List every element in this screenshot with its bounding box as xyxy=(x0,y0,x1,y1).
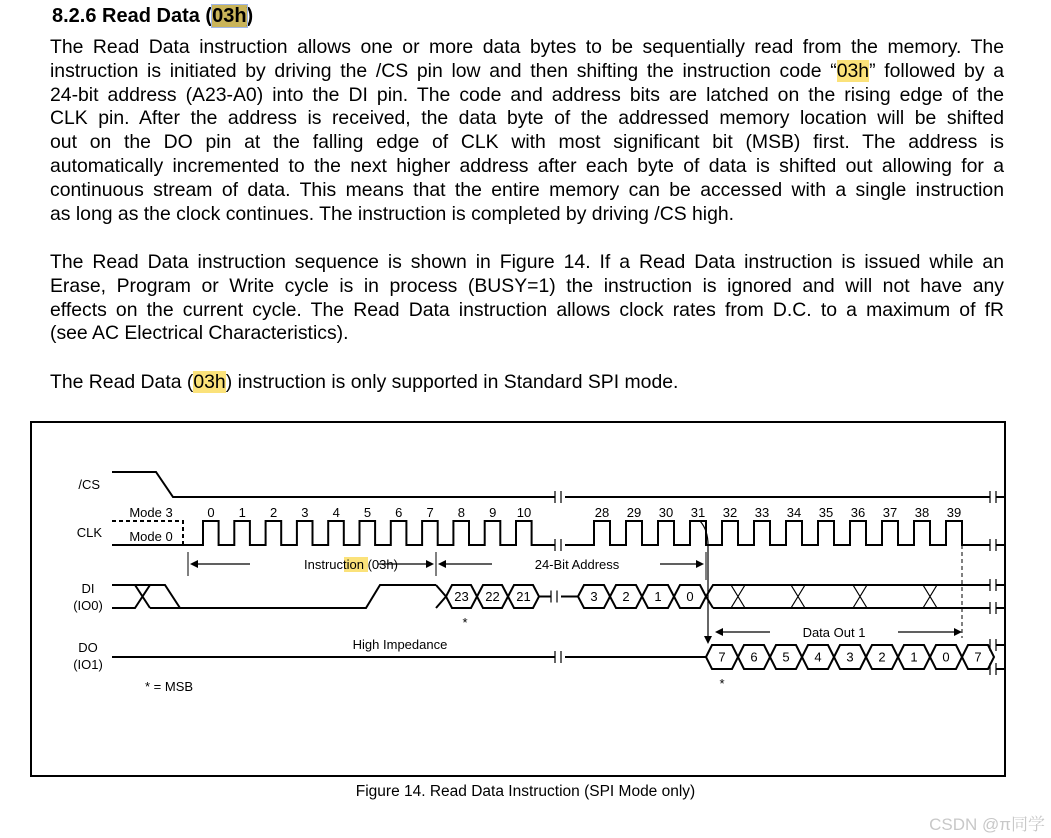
clock-number: 29 xyxy=(626,505,642,520)
clock-number: 28 xyxy=(594,505,610,520)
clock-number: 36 xyxy=(850,505,866,520)
clock-number: 0 xyxy=(207,505,215,520)
mode3-label: Mode 3 xyxy=(129,505,173,520)
break-mark xyxy=(551,591,557,603)
break-mark xyxy=(555,491,561,503)
text-line: 24-bit address (A23-A0) into the DI pin. The code and address bits are latched on the rising edge of the xyxy=(50,83,1004,106)
msb-star-do: * xyxy=(719,676,725,691)
heading-text: 8.2.6 Read Data ( xyxy=(52,5,213,27)
text-line: out on the DO pin at the falling edge of CLK with most significant bit (MSB) first. The address is xyxy=(50,131,1004,154)
clock-number: 9 xyxy=(489,505,497,520)
clock-number: 7 xyxy=(426,505,434,520)
text-segment: The Read Data ( xyxy=(50,371,194,393)
msb-star-di: * xyxy=(462,615,468,630)
clock-number: 4 xyxy=(332,505,340,520)
clock-number: 10 xyxy=(516,505,532,520)
bit-label: 7 xyxy=(718,649,726,665)
signal-label-do-io: (IO1) xyxy=(73,657,103,672)
text-line: Erase, Program or Write cycle is in process (BUSY=1) the instruction is ignored and will not have any xyxy=(50,274,1004,297)
arrow-head-icon xyxy=(715,628,723,636)
di-dontcare xyxy=(706,585,990,608)
address-label: 24-Bit Address xyxy=(534,557,620,572)
heading-code-highlight: 03h xyxy=(212,5,247,27)
signal-label-clk: CLK xyxy=(76,525,102,540)
text-line: effects on the current cycle. The Read Data instruction allows clock rates from D.C. to a maximum of fR xyxy=(50,298,1004,321)
text-line: The Read Data instruction allows one or more data bytes to be sequentially read from the memory. The xyxy=(50,36,1004,58)
do-waveform xyxy=(996,645,1004,669)
di-dontcare-cross xyxy=(731,585,745,608)
bit-label: 6 xyxy=(750,649,758,665)
heading-suffix: ) xyxy=(246,5,254,27)
break-mark xyxy=(990,539,996,551)
bit-label: 5 xyxy=(782,649,790,665)
clock-number: 6 xyxy=(395,505,403,520)
bit-label: 22 xyxy=(485,589,500,604)
text-line: (see AC Electrical Characteristics). xyxy=(50,322,349,345)
text-segment: ) instruction is only supported in Standard SPI mode. xyxy=(225,371,679,393)
mode0-label: Mode 0 xyxy=(129,529,173,544)
di-dontcare-cross xyxy=(923,585,937,608)
figure-caption: Figure 14. Read Data Instruction (SPI Mode only) xyxy=(355,783,696,800)
clock-number: 39 xyxy=(946,505,962,520)
text-line: The Read Data instruction sequence is shown in Figure 14. If a Read Data instruction is issued while an xyxy=(50,251,1004,273)
di-dontcare-cross xyxy=(791,585,805,608)
signal-label-di: DI xyxy=(81,581,95,596)
cs-waveform xyxy=(112,472,1004,497)
bit-label: 0 xyxy=(686,589,694,604)
instruction-code: 03h xyxy=(371,557,394,572)
arrow-head-icon xyxy=(190,560,198,568)
clock-number: 31 xyxy=(690,505,706,520)
clock-number: 3 xyxy=(301,505,309,520)
di-waveform xyxy=(112,585,436,608)
data-out-label: Data Out 1 xyxy=(802,625,866,640)
text-line: as long as the clock continues. The instruction is completed by driving /CS high. xyxy=(50,202,735,225)
clock-number: 33 xyxy=(754,505,770,520)
bit-label: 0 xyxy=(942,649,950,665)
bit-label: 1 xyxy=(910,649,918,665)
bit-label: 23 xyxy=(454,589,469,604)
break-mark xyxy=(990,602,996,614)
text-segment: instruction is initiated by driving the /CS pin low and then shifting the instruction code “ xyxy=(50,59,837,82)
signal-label-cs: /CS xyxy=(78,477,100,492)
instruction-suffix: ) xyxy=(393,557,398,572)
signal-label-do: DO xyxy=(78,640,98,655)
arrow-head-icon xyxy=(704,636,712,644)
instruction-text: Instruction ( xyxy=(304,557,372,572)
bit-label: 21 xyxy=(516,589,531,604)
clock-number: 1 xyxy=(238,505,246,520)
break-mark xyxy=(990,491,996,503)
bit-label: 1 xyxy=(654,589,662,604)
bit-label: 7 xyxy=(974,649,982,665)
break-mark xyxy=(555,539,561,551)
bit-label: 3 xyxy=(846,649,854,665)
clk-waveform xyxy=(112,521,1004,545)
clock-number: 32 xyxy=(722,505,738,520)
clock-number: 30 xyxy=(658,505,674,520)
arrow-head-icon xyxy=(438,560,446,568)
signal-label-di-io: (IO0) xyxy=(73,598,103,613)
timing-tick xyxy=(188,552,706,580)
text-line: continuous stream of data. This means that the entire memory can be accessed with a single instruction xyxy=(50,178,1004,201)
bit-label: 3 xyxy=(590,589,598,604)
bit-label: 4 xyxy=(814,649,822,665)
msb-note: * = MSB xyxy=(145,679,194,694)
text-segment: ” followed by a xyxy=(869,59,1004,82)
clock-number: 2 xyxy=(269,505,278,520)
di-dontcare-cross xyxy=(853,585,867,608)
clock-number: 34 xyxy=(786,505,802,520)
text-line: automatically incremented to the next higher address after each byte of data is shifted out allowing for a xyxy=(50,154,1004,177)
code-highlight: 03h xyxy=(193,371,226,393)
di-waveform xyxy=(996,585,1004,608)
clock-number: 8 xyxy=(457,505,466,520)
break-mark xyxy=(990,579,996,591)
clock-number: 5 xyxy=(363,505,372,520)
high-impedance-label: High Impedance xyxy=(352,637,448,652)
bit-label: 2 xyxy=(878,649,886,665)
instruction-label xyxy=(304,557,398,572)
code-highlight: 03h xyxy=(836,59,870,82)
break-mark xyxy=(555,651,561,663)
arrow-head-icon xyxy=(954,628,962,636)
clock-number: 37 xyxy=(882,505,898,520)
di-waveform xyxy=(436,585,446,608)
clock-number: 35 xyxy=(818,505,834,520)
watermark: CSDN @π同学 xyxy=(929,815,1045,834)
clock-number: 38 xyxy=(914,505,930,520)
text-line: CLK pin. After the address is received, the data byte of the addressed memory location will be shifted xyxy=(50,107,1004,130)
bit-label: 2 xyxy=(622,589,630,604)
arrow-head-icon xyxy=(696,560,704,568)
arrow-head-icon xyxy=(426,560,434,568)
